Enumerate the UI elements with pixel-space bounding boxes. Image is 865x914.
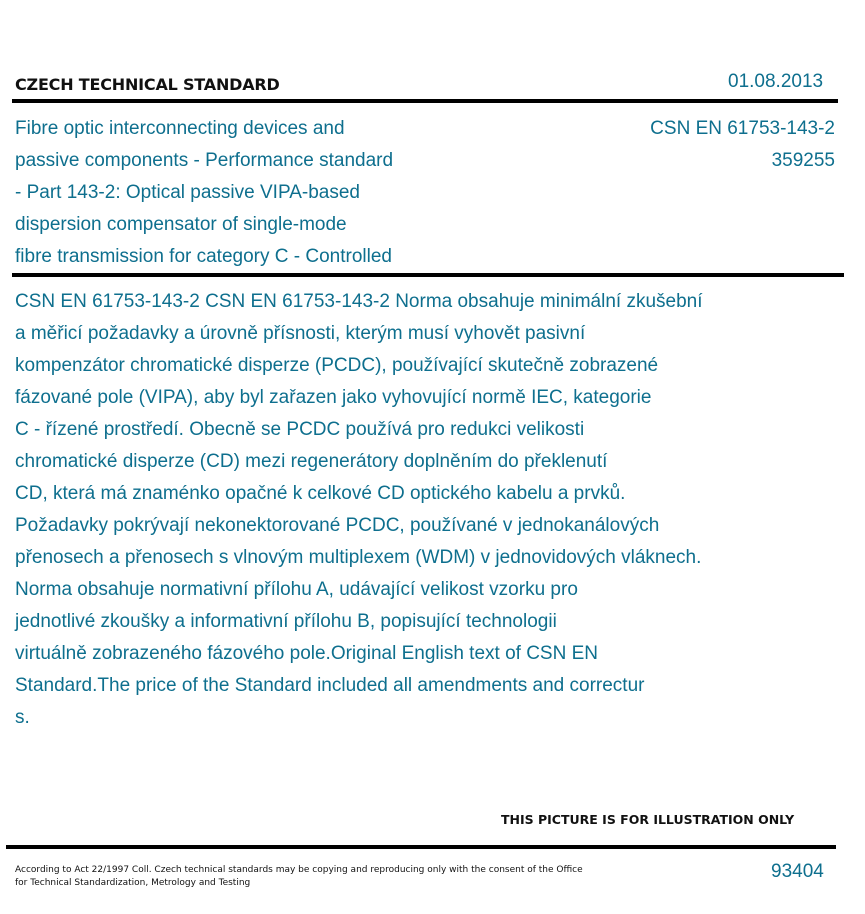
- title-divider: [12, 273, 844, 277]
- description-line: Požadavky pokrývají nekonektorované PCDC, používané v jednokanálových: [15, 515, 660, 536]
- standard-title-line: - Part 143-2: Optical passive VIPA-based: [15, 182, 360, 203]
- standard-title-line: Fibre optic interconnecting devices and: [15, 118, 345, 139]
- description-line: s.: [15, 707, 30, 728]
- description-line: chromatické disperze (CD) mezi regenerátory doplněním do překlenutí: [15, 451, 608, 472]
- footer-divider: [6, 845, 836, 849]
- description-line: virtuálně zobrazeného fázového pole.Original English text of CSN EN: [15, 643, 598, 664]
- illustration-note: THIS PICTURE IS FOR ILLUSTRATION ONLY: [501, 812, 795, 827]
- description-line: CSN EN 61753-143-2 CSN EN 61753-143-2 Norma obsahuje minimální zkušební: [15, 291, 703, 312]
- description-line: a měřicí požadavky a úrovně přísnosti, kterým musí vyhovět pasivní: [15, 323, 586, 344]
- description-line: kompenzátor chromatické disperze (PCDC), používající skutečně zobrazené: [15, 355, 659, 376]
- description-line: CD, která má znaménko opačné k celkové CD optického kabelu a prvků.: [15, 483, 626, 504]
- publication-date: 01.08.2013: [728, 71, 824, 92]
- standard-codes: [650, 113, 835, 177]
- header-title: CZECH TECHNICAL STANDARD: [15, 75, 280, 94]
- standard-title-line: passive components - Performance standard: [15, 150, 394, 171]
- description-line: Standard.The price of the Standard included all amendments and correctur: [15, 675, 645, 696]
- legal-notice-line: According to Act 22/1997 Coll. Czech technical standards may be copying and reproducing only with the consent of the Office: [15, 865, 583, 875]
- legal-notice: [15, 864, 585, 890]
- description-line: přenosech a přenosech s vlnovým multiplexem (WDM) v jednovidových vláknech.: [15, 547, 702, 568]
- document-number: 93404: [771, 861, 824, 882]
- description-line: C - řízené prostředí. Obecně se PCDC používá pro redukci velikosti: [15, 419, 585, 440]
- class-number: 359255: [771, 150, 835, 171]
- standard-title: [15, 113, 465, 273]
- description-text: [15, 286, 815, 734]
- legal-notice-line: for Technical Standardization, Metrology and Testing: [15, 878, 251, 888]
- standard-code: CSN EN 61753-143-2: [650, 118, 835, 139]
- standard-title-line: dispersion compensator of single-mode: [15, 214, 347, 235]
- header-divider: [12, 99, 838, 103]
- description-line: jednotlivé zkoušky a informativní přílohu B, popisující technologii: [15, 611, 557, 632]
- standard-title-line: fibre transmission for category C - Controlled: [15, 246, 392, 267]
- description-line: Norma obsahuje normativní přílohu A, udávající velikost vzorku pro: [15, 579, 578, 600]
- description-line: fázované pole (VIPA), aby byl zařazen jako vyhovující normě IEC, kategorie: [15, 387, 652, 408]
